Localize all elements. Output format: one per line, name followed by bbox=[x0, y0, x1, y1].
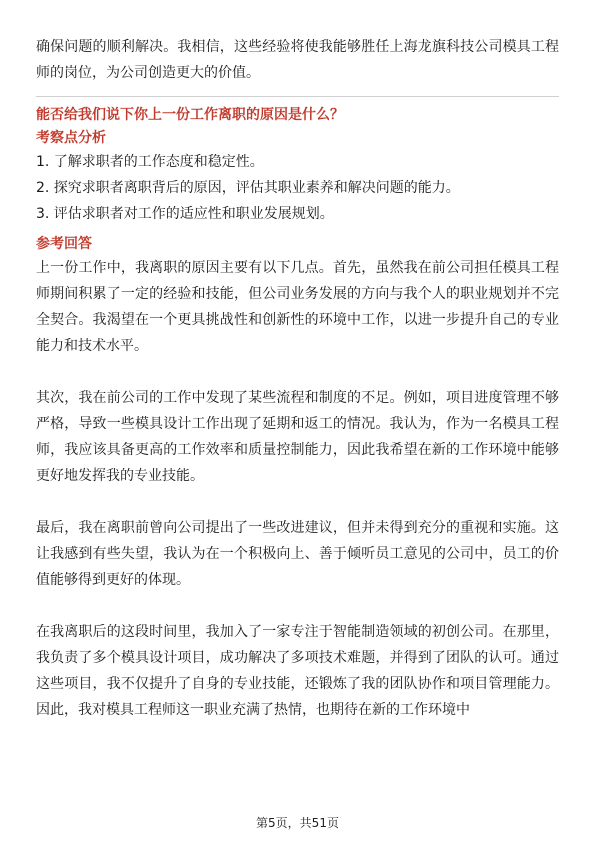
answer-paragraph: 其次，我在前公司的工作中发现了某些流程和制度的不足。例如，项目进度管理不够严格，导致一些模具设计工作出现了延期和返工的情况。我认为，作为一名模具工程师，我应该具备更高的工作效率和质量控制能力，因此我希望在新的工作环境中能够更好地发挥我的专业技能。 bbox=[36, 390, 559, 484]
answer-heading: 参考回答 bbox=[36, 236, 92, 252]
section-divider bbox=[36, 96, 559, 97]
interview-question: 能否给我们说下你上一份工作离职的原因是什么？ bbox=[36, 107, 344, 123]
answer-paragraph: 最后，我在离职前曾向公司提出了一些改进建议，但并未得到充分的重视和实施。这让我感到有些失望，我认为在一个积极向上、善于倾听员工意见的公司中，员工的价值能够得到更好的体现。 bbox=[36, 520, 559, 588]
page-content bbox=[36, 34, 559, 723]
intro-paragraph: 确保问题的顺利解决。我相信，这些经验将使我能够胜任上海龙旗科技公司模具工程师的岗位，为公司创造更大的价值。 bbox=[36, 39, 559, 81]
analysis-heading: 考察点分析 bbox=[36, 130, 106, 146]
analysis-item: 3. 评估求职者对工作的适应性和职业发展规划。 bbox=[36, 206, 334, 222]
answer-paragraph: 在我离职后的这段时间里，我加入了一家专注于智能制造领域的初创公司。在那里，我负责了多个模具设计项目，成功解决了多项技术难题，并得到了团队的认可。通过这些项目，我不仅提升了自身的专业技能，还锻炼了我的团队协作和项目管理能力。因此，我对模具工程师这一职业充满了热情，也期待在新的工作环境中 bbox=[36, 624, 559, 718]
page-number: 第5页，共51页 bbox=[256, 816, 339, 830]
analysis-item: 2. 探究求职者离职背后的原因，评估其职业素养和解决问题的能力。 bbox=[36, 180, 460, 196]
analysis-item: 1. 了解求职者的工作态度和稳定性。 bbox=[36, 154, 264, 170]
answer-paragraph: 上一份工作中，我离职的原因主要有以下几点。首先，虽然我在前公司担任模具工程师期间积累了一定的经验和技能，但公司业务发展的方向与我个人的职业规划并不完全契合。我渴望在一个更具挑战性和创新性的环境中工作，以进一步提升自己的专业能力和技术水平。 bbox=[36, 260, 559, 354]
